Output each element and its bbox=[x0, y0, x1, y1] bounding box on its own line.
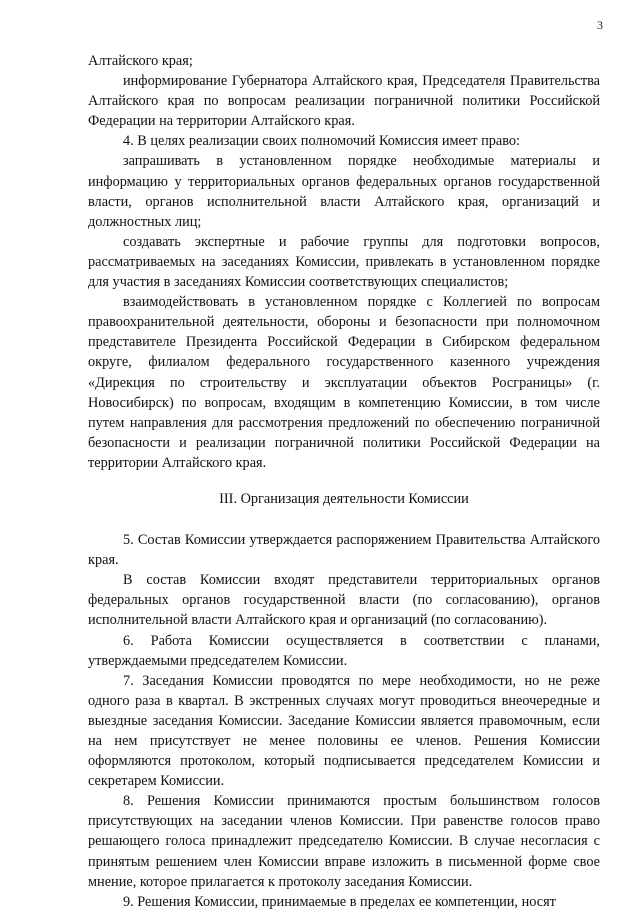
paragraph: 8. Решения Комиссии принимаются простым большинством голосов присутствующих на заседании членов Комиссии. При равенстве голосов право решающего голоса принадлежит председателю Комиссии. В случае несогласия с принятым решением член Комиссии вправе изложить в письменной форме свое мнение, которое прилагается к протоколу заседания Комиссии. bbox=[88, 793, 600, 890]
paragraph: запрашивать в установленном порядке необходимые материалы и информацию у территориальных органов федеральных органов государственной власти, органов исполнительной власти Алтайского края, организаций и должностных лиц; bbox=[88, 153, 600, 230]
paragraph: 6. Работа Комиссии осуществляется в соответствии с планами, утверждаемыми председателем Комиссии. bbox=[88, 632, 600, 669]
section-heading: III. Организация деятельности Комиссии bbox=[219, 490, 469, 507]
paragraph: 7. Заседания Комиссии проводятся по мере необходимости, но не реже одного раза в квартал. В экстренных случаях могут проводиться внеочередные и выездные заседания Комиссии. Заседание Комиссии является правомочным, если на нем присутствует не менее половины ее членов. Решения Комиссии оформляются протоколом, который подписывается председателем Комиссии и секретарем Комиссии. bbox=[88, 672, 600, 790]
paragraph: 4. В целях реализации своих полномочий Комиссия имеет право: bbox=[123, 133, 520, 150]
paragraph: 9. Решения Комиссии, принимаемые в пределах ее компетенции, носят bbox=[123, 893, 556, 910]
document-body bbox=[88, 51, 600, 912]
paragraph: 5. Состав Комиссии утверждается распоряжением Правительства Алтайского края. bbox=[88, 532, 600, 569]
paragraph: информирование Губернатора Алтайского края, Председателя Правительства Алтайского края по вопросам реализации пограничной политики Российской Федерации на территории Алтайского края. bbox=[88, 73, 600, 130]
paragraph: В состав Комиссии входят представители территориальных органов федеральных органов государственной власти (по согласованию), органов исполнительной власти Алтайского края и организаций (по согласованию). bbox=[88, 572, 600, 629]
page-number: 3 bbox=[597, 18, 603, 32]
paragraph: взаимодействовать в установленном порядке с Коллегией по вопросам правоохранительной деятельности, обороны и безопасности при полномочном представителе Президента Российской Федерации в Сибирском федеральном округе, филиалом федерального государственного казенного учреждения «Дирекция по строительству и эксплуатации объектов Росграницы» (г. Новосибирск) по вопросам, входящим в компетенцию Комиссии, в том числе путем направления для рассмотрения предложений по обеспечению пограничной безопасности и реализации пограничной политики Российской Федерации на территории Алтайского края. bbox=[88, 294, 600, 471]
paragraph: создавать экспертные и рабочие группы для подготовки вопросов, рассматриваемых на заседаниях Комиссии, привлекать в установленном порядке для участия в заседаниях Комиссии соответствующих специалистов; bbox=[88, 233, 600, 291]
paragraph: Алтайского края; bbox=[88, 53, 193, 69]
